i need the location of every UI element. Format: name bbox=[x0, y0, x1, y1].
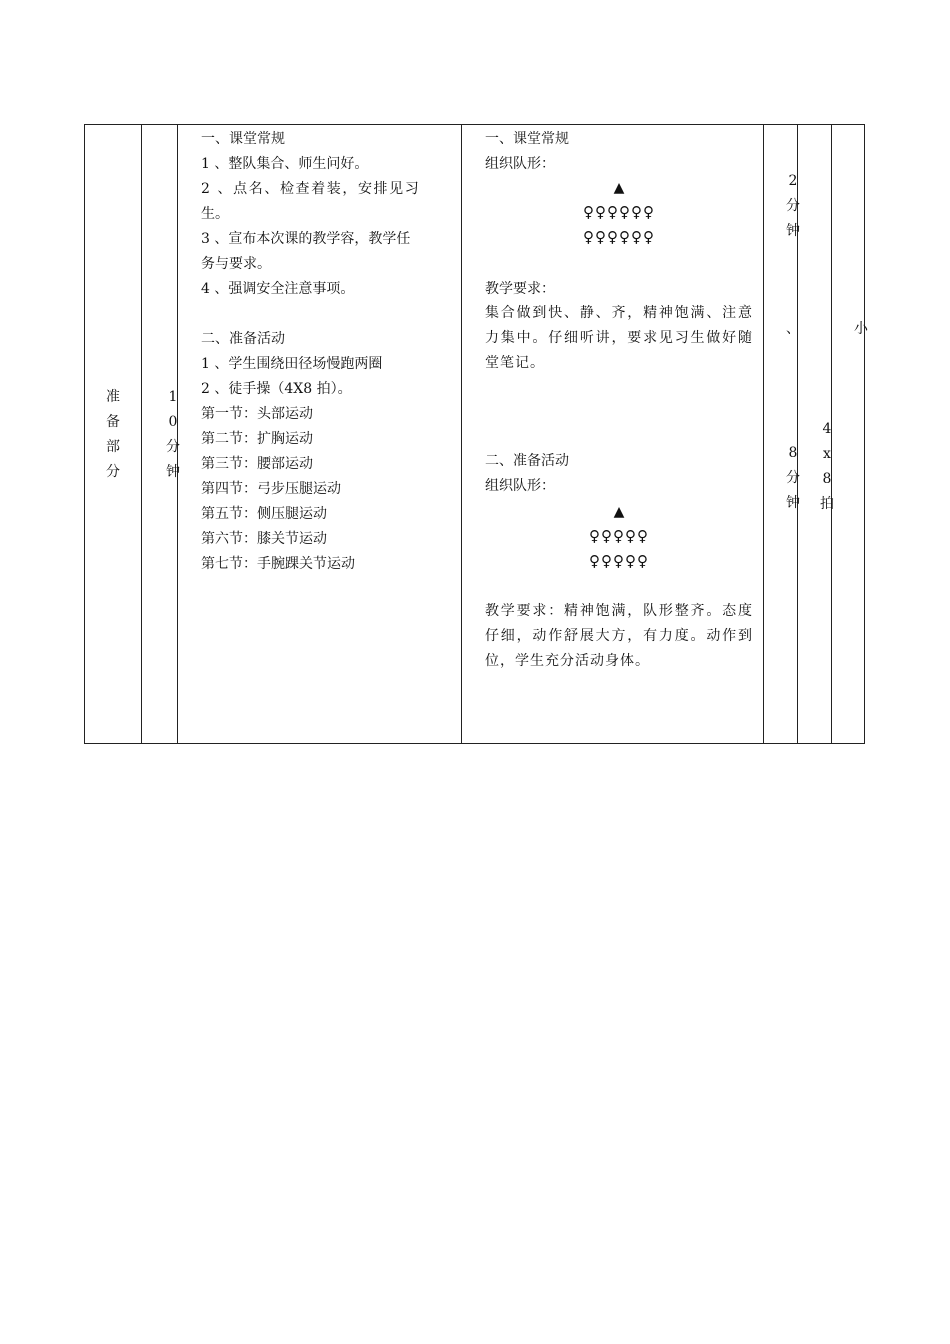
teacher-triangle-icon: ▲ bbox=[613, 180, 625, 196]
student-row: ♀♀♀♀♀ bbox=[589, 527, 649, 545]
student-row: ♀♀♀♀♀ bbox=[589, 552, 649, 570]
time-char: 钟 bbox=[786, 495, 800, 511]
duration-label bbox=[161, 385, 185, 485]
content-line: 2 、徒手操（4X8 拍）。 bbox=[201, 381, 352, 397]
org-warmup-title: 二、准备活动 bbox=[485, 453, 569, 469]
organization-warmup bbox=[485, 449, 569, 499]
content-line: 4 、强调安全注意事项。 bbox=[201, 281, 355, 297]
content-line: 1 、学生围绕田径场慢跑两圈 bbox=[201, 356, 383, 372]
routine-requirement: 集合做到快、静、齐，精神饱满、注意力集中。仔细听讲，要求见习生做好随堂笔记。 bbox=[485, 305, 753, 371]
column-divider bbox=[141, 125, 142, 743]
routine-time bbox=[781, 169, 805, 244]
warmup-requirement: 教学要求：精神饱满，队形整齐。态度仔细，动作舒展大方，有力度。动作到位，学生充分活动身体。 bbox=[485, 603, 753, 669]
repetition-count bbox=[815, 417, 839, 517]
teacher-triangle-icon: ▲ bbox=[613, 504, 625, 520]
duration-char: 分 bbox=[166, 439, 180, 455]
content-line: 1 、整队集合、师生问好。 bbox=[201, 156, 369, 172]
content-line: 第五节：侧压腿运动 bbox=[201, 506, 327, 522]
warmup-time bbox=[781, 441, 805, 516]
formation-label: 组织队形： bbox=[485, 156, 555, 172]
count-char: x bbox=[823, 446, 831, 462]
duration-char: 1 bbox=[168, 389, 178, 405]
section-char: 部 bbox=[106, 439, 120, 455]
section-char: 分 bbox=[106, 464, 120, 480]
formation-label: 组织队形： bbox=[485, 478, 555, 494]
section-char: 准 bbox=[106, 389, 120, 405]
warmup-title: 二、准备活动 bbox=[201, 331, 285, 347]
section-char: 备 bbox=[106, 414, 120, 430]
duration-char: 钟 bbox=[166, 464, 180, 480]
student-row: ♀♀♀♀♀♀ bbox=[583, 203, 655, 221]
column-divider bbox=[763, 125, 764, 743]
column-divider bbox=[461, 125, 462, 743]
content-line: 3 、宣布本次课的教学容，教学任 bbox=[201, 231, 411, 247]
time-char: 分 bbox=[786, 198, 800, 214]
organization-top bbox=[485, 127, 569, 177]
routine-title: 一、课堂常规 bbox=[201, 131, 285, 147]
count-char: 8 bbox=[822, 471, 832, 487]
time-char: 2 bbox=[788, 173, 798, 189]
time-separator: 、 bbox=[786, 321, 800, 337]
count-char: 拍 bbox=[820, 496, 834, 512]
teaching-content bbox=[201, 127, 420, 577]
content-line: 第一节：头部运动 bbox=[201, 406, 313, 422]
time-char: 8 bbox=[788, 445, 798, 461]
lesson-plan-table bbox=[84, 124, 868, 744]
content-line: 第七节：手腕踝关节运动 bbox=[201, 556, 355, 572]
content-line: 第三节：腰部运动 bbox=[201, 456, 313, 472]
count-char: 4 bbox=[822, 421, 832, 437]
content-line: 生。 bbox=[201, 206, 229, 222]
org-routine-title: 一、课堂常规 bbox=[485, 131, 569, 147]
requirement-label: 教学要求： bbox=[485, 281, 555, 297]
duration-char: 0 bbox=[168, 414, 178, 430]
time-char: 钟 bbox=[786, 223, 800, 239]
org-req-label bbox=[485, 277, 555, 302]
content-line: 第六节：膝关节运动 bbox=[201, 531, 327, 547]
content-line: 2 、点名、检查着装，安排见习 bbox=[201, 181, 421, 197]
content-line: 第二节：扩胸运动 bbox=[201, 431, 313, 447]
student-row: ♀♀♀♀♀♀ bbox=[583, 228, 655, 246]
intensity-label: 小 bbox=[854, 321, 868, 337]
section-label bbox=[101, 385, 125, 485]
content-line: 第四节：弓步压腿运动 bbox=[201, 481, 341, 497]
time-char: 分 bbox=[786, 470, 800, 486]
content-line: 务与要求。 bbox=[201, 256, 271, 272]
